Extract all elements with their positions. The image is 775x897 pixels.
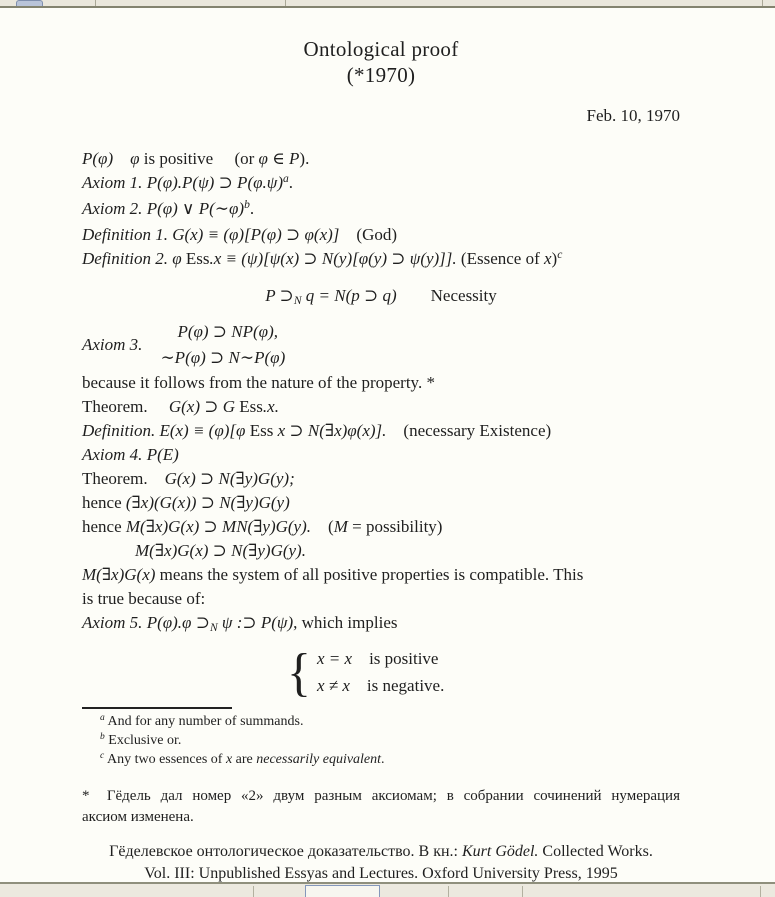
status-divider [522,886,523,897]
line-hence-1: hence (∃x)(G(x)) ⊃ N(∃y)G(y) [82,493,290,512]
star-footnote [82,786,680,828]
case-negative: x ≠ x is negative. [317,676,445,695]
footnote-a: $^a$ And for any number of summands. [100,713,304,729]
document-date: Feb. 10, 1970 [586,106,680,125]
toolbar-divider [285,0,286,6]
document-title [82,36,680,88]
line-p-positive: P(φ) φ is positive (or φ ∈ P). [82,149,310,168]
left-brace: { [287,642,311,702]
line-axiom-5: Axiom 5. P(φ).φ ⊃N ψ :⊃ P(ψ), which implies [82,613,398,634]
axiom-3-line-2: ∼P(φ) ⊃ N∼P(φ) [160,348,286,367]
document-page [0,10,775,882]
line-compatible-1: M(∃x)G(x) means the system of all positive properties is compatible. This [82,565,584,584]
toolbar-divider [762,0,763,6]
line-hence-3: M(∃x)G(x) ⊃ N(∃y)G(y). [135,541,306,560]
footnotes-block [82,713,680,770]
toolbar-divider [95,0,96,6]
footnote-rule [82,707,232,709]
star-footnote-line-2: аксиом изменена. [82,809,194,825]
line-because: because it follows from the nature of the property. * [82,373,435,392]
status-bar-sliver [0,882,775,897]
line-theorem-1: Theorem. G(x) ⊃ G Ess.x. [82,397,279,416]
cases-block [287,642,680,702]
title-line: Ontological proof [303,37,459,61]
footnote-c: $^c$ Any two essences of x are necessarily equivalent. [100,751,385,767]
citation-line-1: Гёделевское онтологическое доказательство. В кн.: Kurt Gödel. Collected Works. [109,843,653,860]
line-axiom-2: Axiom 2. P(φ) ∨ P(∼φ)$^b$. [82,198,255,218]
document-body [82,147,680,885]
title-year: (*1970) [346,63,416,87]
axiom-3-formulas [160,319,285,371]
status-divider [760,886,761,897]
line-axiom-4: Axiom 4. P(E) [82,445,179,464]
citation-block [82,841,680,885]
line-necessity: P ⊃N q = N(p ⊃ q) Necessity [265,286,497,307]
axiom-3-line-1: P(φ) ⊃ NP(φ), [177,322,278,341]
axiom-3-block [82,319,680,371]
line-hence-2: hence M(∃x)G(x) ⊃ MN(∃y)G(y). (M = possibility) [82,517,443,536]
line-axiom-1: Axiom 1. P(φ).P(ψ) ⊃ $P(\varphi.\psi)^a$. [82,172,294,192]
star-footnote-line-1: * Гёдель дал номер «2» двум разным аксиомам; в собрании сочинений нумерация [82,788,680,804]
top-toolbar-sliver [0,0,775,8]
line-compatible-2: is true because of: [82,589,206,608]
citation-line-2: Vol. III: Unpublished Essyas and Lectures. Oxford University Press, 1995 [144,865,618,882]
line-definition-1: Definition 1. G(x) ≡ (φ)[P(φ) ⊃ φ(x)] (God) [82,225,398,244]
status-page-cell[interactable] [305,885,380,897]
status-divider [448,886,449,897]
line-theorem-2: Theorem. G(x) ⊃ N(∃y)G(y); [82,469,295,488]
axiom-3-label: Axiom 3. [82,335,143,354]
toolbar-tab-fragment[interactable] [16,0,43,6]
line-definition-e: Definition. E(x) ≡ (φ)[φ Ess x ⊃ N(∃x)φ(x)]. (necessary Existence) [82,421,552,440]
cases-column [317,645,444,699]
case-positive: x = x is positive [317,649,439,668]
line-definition-2: Definition 2. φ Ess.x ≡ (ψ)[ψ(x) ⊃ N(y)[φ(y) ⊃ ψ(y)]]. (Essence of x)$^c$ [82,248,563,268]
footnote-b: $^b$ Exclusive or. [100,732,182,748]
status-divider [253,886,254,897]
